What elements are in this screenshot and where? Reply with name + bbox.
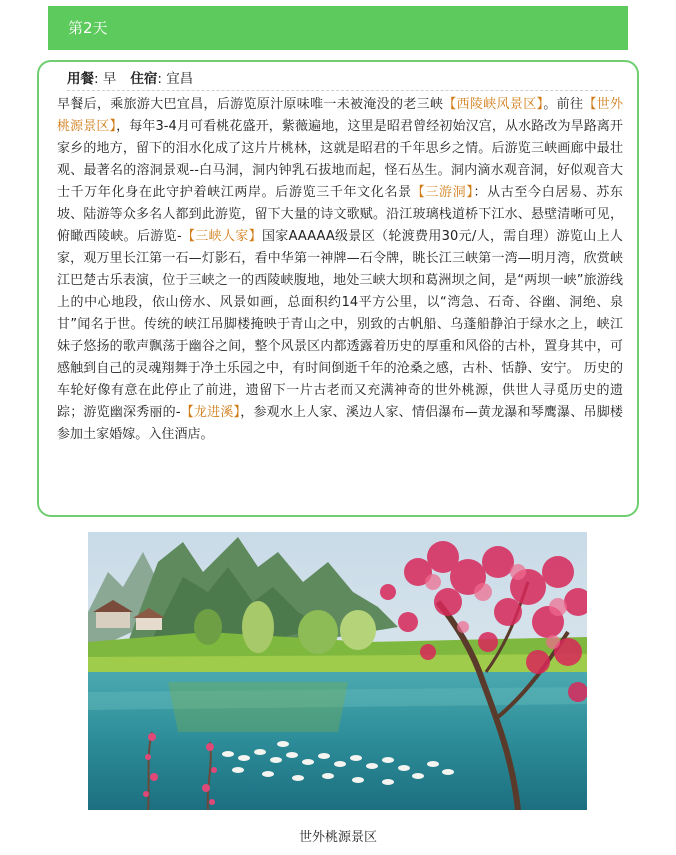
spot-sanyoudong: 【三游洞】 xyxy=(411,185,474,200)
stay-label: 住宿 xyxy=(130,71,158,87)
spot-longjinxi: 【龙进溪】 xyxy=(180,405,241,420)
itinerary-text: 早餐后，乘旅游大巴宜昌，后游览原汁原味唯一未被淹没的老三峡【西陵峡风景区】。前往【世外桃源景区】，每年3-4月可看桃花盛开，紫薇遍地，这里是昭君曾经初始汉宫，从水路改为旱路离开家乡的地方，留下的泪水化成了这片片桃林，这就是昭君的千年思乡之情。后游览三峡画廊中最壮观、最著名的溶洞景观--白马洞，洞内钟乳石拔地而起，怪石丛生。洞内滴水观音洞，好似观音大士千万年化身在此守护着峡江两岸。后游览三千年文化名景【三游洞】：从古至今白居易、苏东坡、陆游等众多名人都到此游览，留下大量的诗文歌赋。沿江玻璃栈道桥下江水、悬壁清晰可见，俯瞰西陵峡。后游览-【三峡人家】国家AAAAA级景区（轮渡费用30元/人，需自理）游览山上人家，观万里长江第一石—灯影石，看中华第一神牌—石令牌，眺长江三峡第一湾—明月湾，欣赏峡江巴楚古乐表演，位于三峡之一的西陵峡腹地，地处三峡大坝和葛洲坝之间，是“两坝一峡”旅游线上的中心地段，依山傍水、风景如画，总面积约14平方公里，以“湾急、石奇、谷幽、洞绝、泉甘”闻名于世。传统的峡江吊脚楼掩映于青山之中，别致的古帆船、乌蓬船静泊于绿水之上，峡江妹子悠扬的歌声飘荡于幽谷之间，整个风景区内都透露着历史的厚重和风俗的古朴，置身其中，可感触到自己的灵魂翔舞于净土乐园之中，有时间倒逝千年的沧桑之感，古朴、恬静、安宁。 历史的车轮好像有意在此停止了前进，遗留下一片古老而又充满神奇的世外桃源，供世人寻觅历史的遗踪；游览幽深秀丽的-【龙进溪】，参观水上人家、溪边人家、情侣瀑布—黄龙瀑和琴鹰瀑、吊脚楼参加土家婚嫁。入住酒店。 xyxy=(57,97,624,442)
scenery-photo xyxy=(88,532,587,810)
day-title: 第2天 xyxy=(68,19,108,37)
meal-label: 用餐 xyxy=(67,71,94,87)
spot-xilingxia: 【西陵峡风景区】 xyxy=(443,97,544,112)
itinerary-card xyxy=(37,60,639,517)
photo-caption: 世外桃源景区 xyxy=(298,830,377,845)
stay-value: 宜昌 xyxy=(166,71,194,87)
spot-shiwaitaoyuan: 【世外桃源景区】 xyxy=(57,97,624,134)
meal-stay-row: 用餐: 早 住宿: 宜昌 xyxy=(67,68,613,91)
meal-value: 早 xyxy=(102,71,117,87)
day-header xyxy=(48,6,628,50)
spot-sanxiarenjia: 【三峡人家】 xyxy=(181,229,262,244)
